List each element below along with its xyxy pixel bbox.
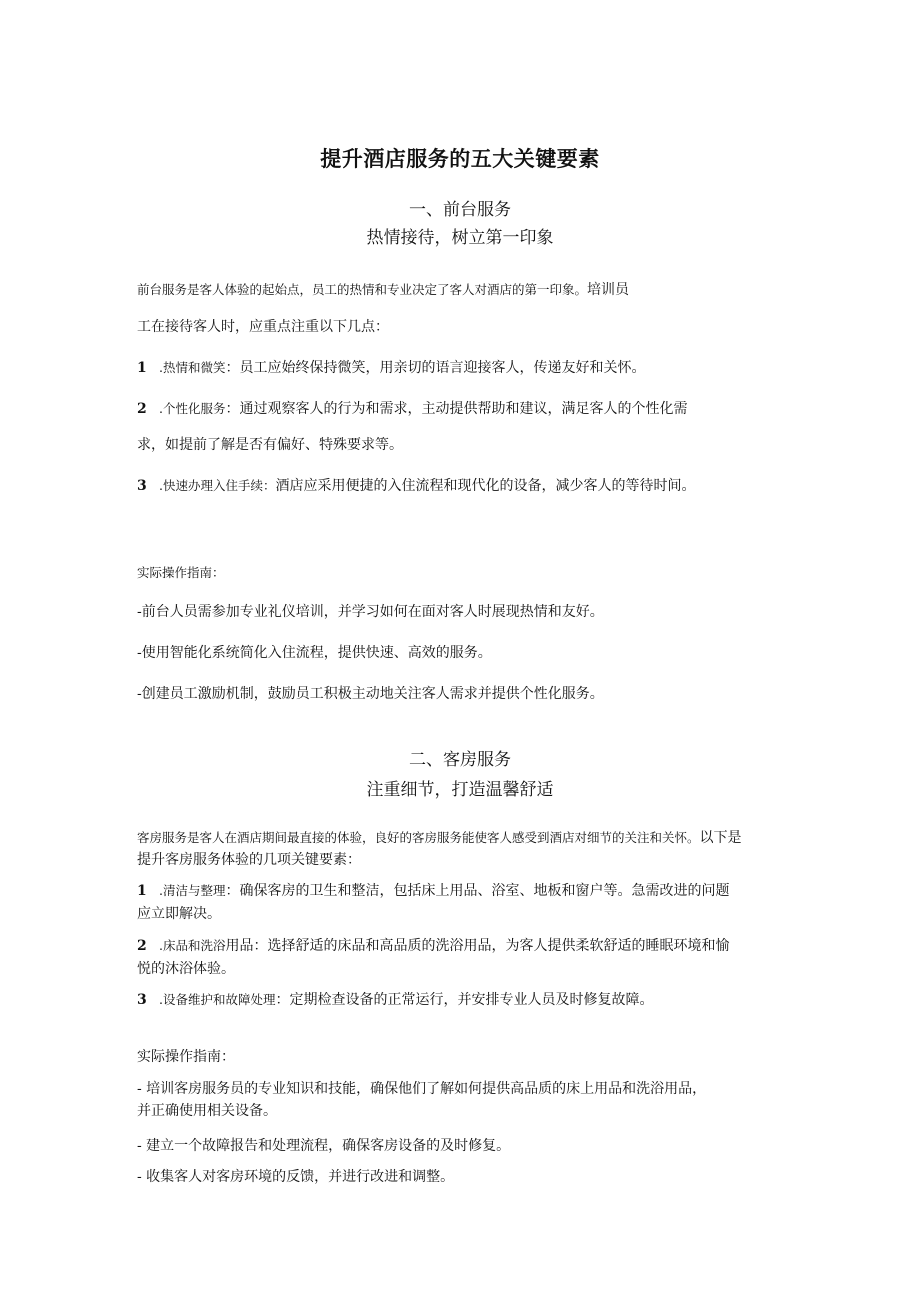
section-1-subheading: 热情接待，树立第一印象 <box>366 228 554 248</box>
section-1-intro-bold: 前台服务是客人体验的起始点，员工的热情和专业决定了客人对酒店的第一印象。 <box>137 282 588 297</box>
section-2-guide-item: - 收集客人对客房环境的反馈，并进行改进和调整。 <box>137 1169 455 1185</box>
section-1-guide-item: -使用智能化系统简化入住流程，提供快速、高效的服务。 <box>137 645 492 661</box>
item-text: 酒店应采用便捷的入住流程和现代化的设备，减少客人的等待时间。 <box>275 478 696 494</box>
item-text: ：确保客房的卫生和整洁，包括床上用品、浴室、地板和窗户等。急需改进的问题 <box>225 883 730 899</box>
section-2-item-3 <box>137 989 653 1009</box>
item-text: ：通过观察客人的行为和需求，主动提供帮助和建议，满足客人的个性化需 <box>225 401 688 417</box>
section-2-item-1-cont: 应立即解决。 <box>137 906 221 922</box>
section-1-guide-title: 实际操作指南： <box>137 565 225 580</box>
section-1-guide-item: -前台人员需参加专业礼仪培训，并学习如何在面对客人时展现热情和友好。 <box>137 604 604 620</box>
item-label: .快速办理入住手续： <box>159 478 276 493</box>
section-1-item-1 <box>137 357 645 377</box>
item-number: 2 <box>137 938 147 954</box>
document-title: 提升酒店服务的五大关键要素 <box>320 147 600 171</box>
item-label: .个性化服务 <box>159 401 226 416</box>
section-2-guide-item-cont: 并正确使用相关设备。 <box>137 1103 277 1119</box>
section-2-intro <box>137 827 742 847</box>
item-label: .床品和洗浴 <box>159 938 226 953</box>
section-2-guide-item: - 建立一个故障报告和处理流程，确保客房设备的及时修复。 <box>137 1138 511 1154</box>
section-1-item-3 <box>137 475 695 495</box>
section-1-guide-item: -创建员工激励机制，鼓励员工积极主动地关注客人需求并提供个性化服务。 <box>137 686 604 702</box>
section-1-intro-line2: 工在接待客人时，应重点注重以下几点： <box>137 319 389 335</box>
section-1-item-2-cont: 求，如提前了解是否有偏好、特殊要求等。 <box>137 437 403 453</box>
section-1-intro-tail: 培训员 <box>587 282 630 298</box>
section-2-item-1 <box>137 880 729 900</box>
section-1-heading: 一、前台服务 <box>409 200 511 220</box>
section-2-intro-tail: 以下是 <box>699 830 742 846</box>
item-number: 3 <box>137 478 147 494</box>
section-2-intro-line2: 提升客房服务体验的几项关键要素： <box>137 852 361 868</box>
item-label: .热情和微笑 <box>159 360 226 375</box>
item-number: 1 <box>137 360 147 376</box>
section-2-subheading: 注重细节，打造温馨舒适 <box>366 780 554 800</box>
item-text: ：员工应始终保持微笑，用亲切的语言迎接客人，传递友好和关怀。 <box>225 360 646 376</box>
item-number: 2 <box>137 401 147 417</box>
section-2-guide-title: 实际操作指南： <box>137 1049 235 1065</box>
item-label: .清洁与整理 <box>159 883 226 898</box>
section-2-item-2-cont: 悦的沐浴体验。 <box>137 961 235 977</box>
item-text: ：定期检查设备的正常运行，并安排专业人员及时修复故障。 <box>275 992 654 1008</box>
item-number: 1 <box>137 883 147 899</box>
section-2-heading: 二、客房服务 <box>409 750 511 770</box>
section-1-intro <box>137 279 629 299</box>
item-number: 3 <box>137 992 147 1008</box>
section-1-item-2 <box>137 398 687 418</box>
section-2-intro-bold: 客房服务是客人在酒店期间最直接的体验，良好的客房服务能使客人感受到酒店对细节的关注和关怀。 <box>137 830 700 845</box>
section-2-item-2 <box>137 935 729 955</box>
section-2-guide-item: - 培训客房服务员的专业知识和技能，确保他们了解如何提供高品质的床上用品和洗浴用品， <box>137 1081 707 1097</box>
item-text: 用品：选择舒适的床品和高品质的洗浴用品，为客人提供柔软舒适的睡眠环境和愉 <box>225 938 730 954</box>
item-label: .设备维护和故障处理 <box>159 992 276 1007</box>
